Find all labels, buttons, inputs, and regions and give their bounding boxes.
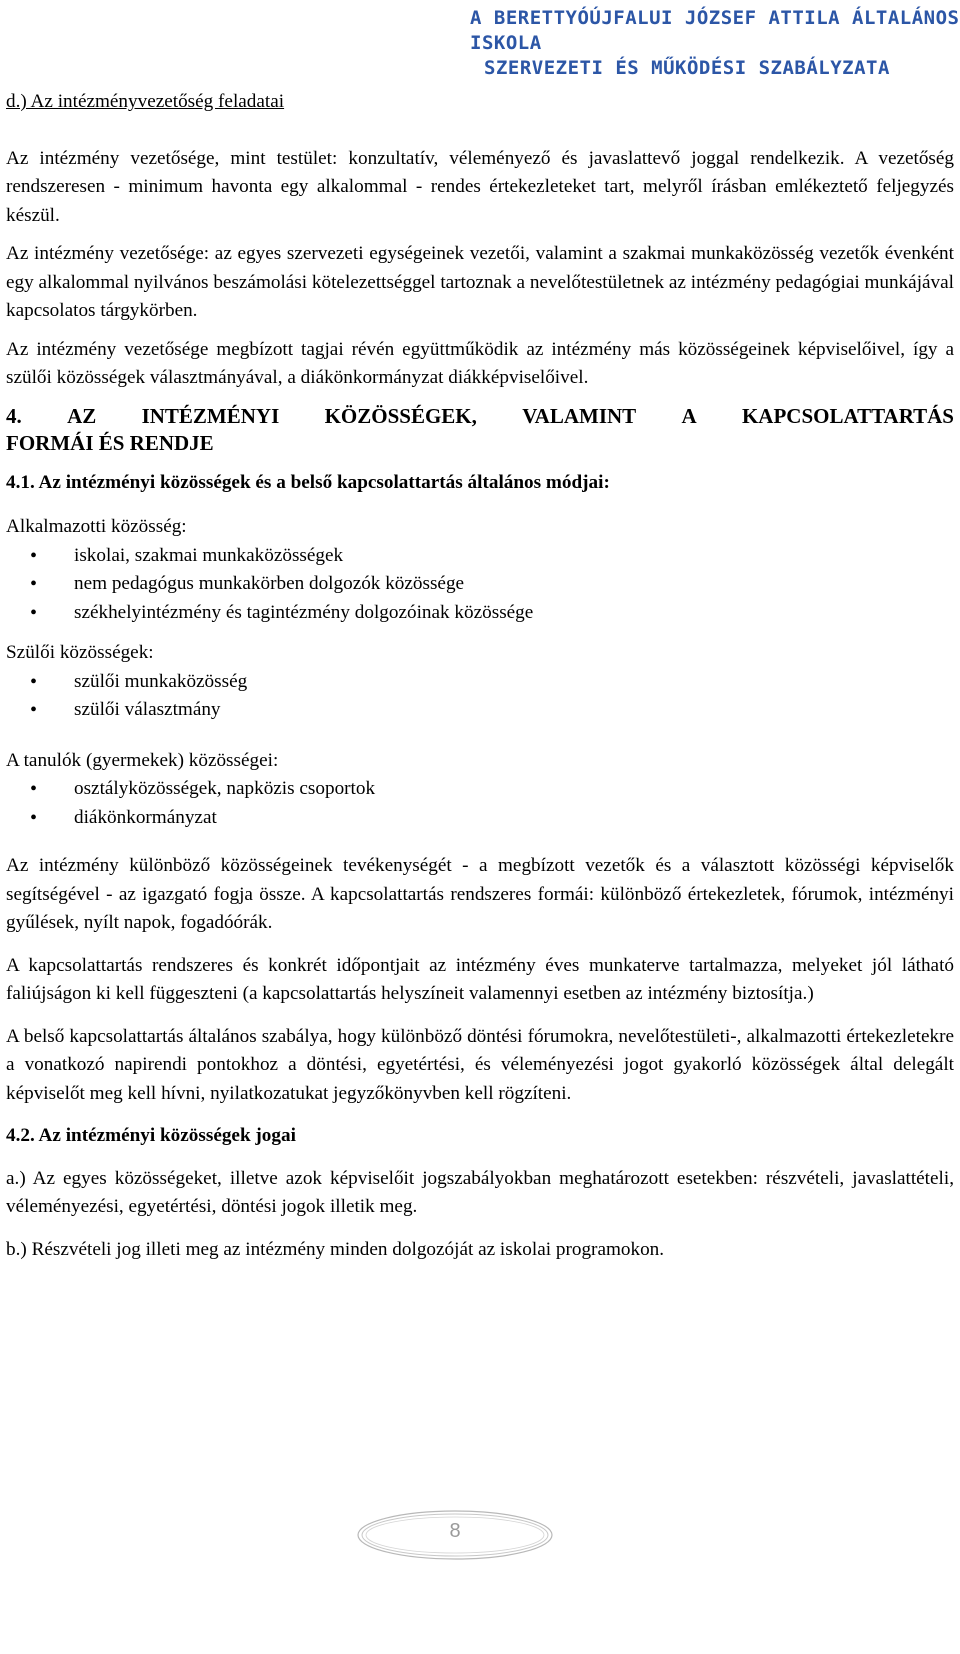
group-label: Alkalmazotti közösség:	[6, 516, 187, 537]
list-item: • iskolai, szakmai munkaközösségek	[6, 542, 954, 571]
group-label: Szülői közösségek:	[6, 642, 154, 663]
section-d-paragraph-2: Az intézmény vezetősége: az egyes szervezeti egységeinek vezetői, valamint a szakmai munkaközösség vezetők évenként egy alkalommal nyilvános beszámolási kötelezettséggel tartoznak a nevelőtestületnek az intézmény pedagógiai munkájával kapcsolatos tárgykörben.	[6, 243, 954, 321]
list-item: • diákönkormányzat	[6, 804, 954, 833]
header-document-title: SZERVEZETI ÉS MŰKÖDÉSI SZABÁLYZATA	[484, 57, 890, 79]
bullet-list	[6, 775, 954, 832]
paragraph-schedule: A kapcsolattartás rendszeres és konkrét időpontjait az intézmény éves munkaterve tartalmazza, melyeket jól látható faliújságon ki kell függeszteni (a kapcsolattartás helyszíneit valamennyi esetben az intézmény biztosítja.)	[6, 954, 954, 1004]
list-item: • osztályközösségek, napközis csoportok	[6, 775, 954, 804]
community-group	[6, 747, 954, 833]
paragraph-rights-a: a.) Az egyes közösségeket, illetve azok képviselőit jogszabályokban meghatározott esetekben: részvételi, javaslattételi, véleményezési, egyetértési, döntési jogok illetik meg.	[6, 1167, 954, 1217]
list-item: • nem pedagógus munkakörben dolgozók közössége	[6, 570, 954, 599]
section-d-paragraph-3: Az intézmény vezetősége megbízott tagjai révén együttműködik az intézmény más közösségeinek képviselőivel, így a szülői közösségek választmányával, a diákönkormányzat diákképviselőivel.	[6, 338, 954, 388]
section-4-heading	[6, 403, 954, 457]
bullet-list	[6, 542, 954, 628]
list-item: • szülői választmány	[6, 696, 954, 725]
section-d-title: d.) Az intézményvezetőség feladatai	[6, 91, 285, 112]
page-number: 8	[449, 1520, 461, 1542]
community-group	[6, 513, 954, 627]
paragraph-coordination: Az intézmény különböző közösségeinek tevékenységét - a megbízott vezetők és a választott közösségi képviselők segítségével - az igazgató fogja össze. A kapcsolattartás rendszeres formái: különböző értekezletek, fórumok, intézményi gyűlések, nyílt napok, fogadóórák.	[6, 855, 954, 933]
document-header	[0, 6, 960, 81]
section-d-paragraph-1: Az intézmény vezetősége, mint testület: konzultatív, véleményező és javaslattevő joggal rendelkezik. A vezetőség rendszeresen - minimum havonta egy alkalommal - rendes értekezleteket tart, melyről írásban emlékeztető feljegyzés készül.	[6, 147, 954, 226]
list-item: • szülői munkaközösség	[6, 668, 954, 697]
header-school-name: A BERETTYÓÚJFALUI JÓZSEF ATTILA ÁLTALÁNOS ISKOLA	[470, 7, 960, 54]
list-item: • székhelyintézmény és tagintézmény dolgozóinak közössége	[6, 599, 954, 628]
page-footer	[355, 1508, 555, 1564]
subsection-4-2-title: 4.2. Az intézményi közösségek jogai	[6, 1125, 296, 1146]
community-group	[6, 639, 954, 725]
paragraph-internal-rules: A belső kapcsolattartás általános szabálya, hogy különböző döntési fórumokra, nevelőtestületi-, alkalmazotti értekezletekre a vonatkozó napirendi pontokhoz a döntési, egyetértési, és véleményezési jogot gyakorló közösségek által delegált képviselőt meg kell hívni, nyilatkozatukat jegyzőkönyvben kell rögzíteni.	[6, 1025, 954, 1104]
paragraph-rights-b: b.) Részvételi jog illeti meg az intézmény minden dolgozóját az iskolai programokon.	[6, 1238, 665, 1260]
document-body	[6, 88, 954, 1264]
bullet-list	[6, 668, 954, 725]
group-label: A tanulók (gyermekek) közösségei:	[6, 749, 279, 771]
section-4-heading-line-2: FORMÁI ÉS RENDJE	[6, 430, 214, 455]
section-4-heading-line-1: 4. AZ INTÉZMÉNYI KÖZÖSSÉGEK, VALAMINT A KAPCSOLATTARTÁS	[6, 403, 954, 428]
subsection-4-1-title: 4.1. Az intézményi közösségek és a belső kapcsolattartás általános módjai:	[6, 471, 610, 493]
